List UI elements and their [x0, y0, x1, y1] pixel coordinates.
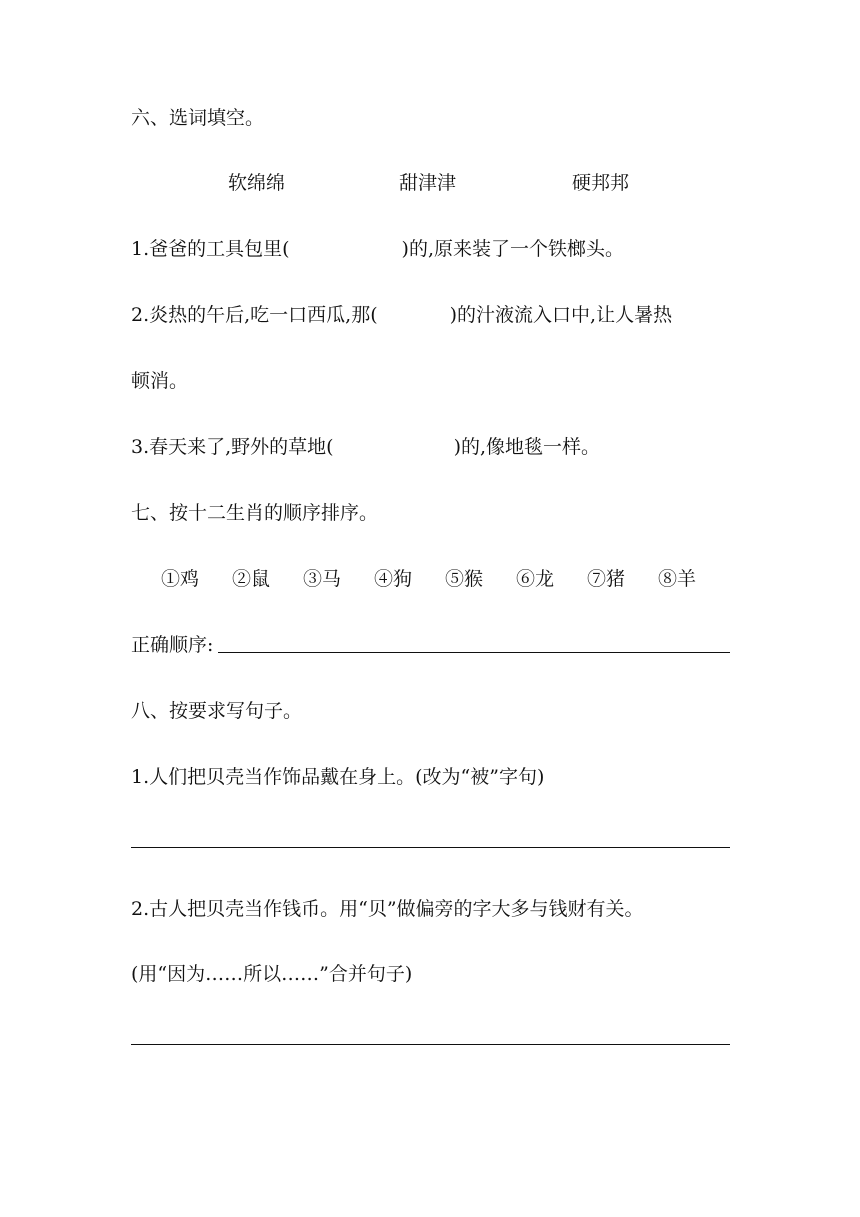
question-6-1-before: 1.爸爸的工具包里(	[131, 238, 290, 260]
question-6-1	[131, 236, 624, 262]
zodiac-item: ③马	[303, 568, 342, 590]
zodiac-item: ②鼠	[232, 568, 271, 590]
question-6-3	[131, 434, 600, 460]
answer-line-8-2[interactable]	[131, 1044, 730, 1045]
question-8-2-line-1: 2.古人把贝壳当作钱币。用“贝”做偏旁的字大多与钱财有关。	[131, 898, 644, 920]
zodiac-item: ④狗	[374, 568, 413, 590]
zodiac-item: ⑤猴	[445, 568, 484, 590]
answer-label: 正确顺序:	[131, 634, 214, 656]
zodiac-item: ⑧羊	[658, 568, 697, 590]
zodiac-item: ①鸡	[161, 568, 200, 590]
answer-line-8-1[interactable]	[131, 847, 730, 848]
question-6-2	[131, 302, 672, 328]
question-6-3-after: )的,像地毯一样。	[453, 436, 601, 458]
section-6-title: 六、选词填空。	[131, 107, 265, 129]
question-8-2-line-2: (用“因为……所以……”合并句子)	[131, 963, 413, 985]
zodiac-item: ⑥龙	[516, 568, 555, 590]
question-6-3-before: 3.春天来了,野外的草地(	[131, 436, 334, 458]
question-6-2-after: )的汁液流入口中,让人暑热	[449, 304, 673, 326]
answer-line[interactable]	[218, 652, 730, 653]
zodiac-item: ⑦猪	[587, 568, 626, 590]
word-option-3: 硬邦邦	[572, 172, 630, 194]
question-6-1-after: )的,原来装了一个铁榔头。	[401, 238, 624, 260]
section-8-title: 八、按要求写句子。	[131, 700, 303, 722]
word-option-2: 甜津津	[399, 172, 457, 194]
question-6-2-before: 2.炎热的午后,吃一口西瓜,那(	[131, 304, 378, 326]
question-6-2-continuation: 顿消。	[131, 370, 189, 392]
section-7-title: 七、按十二生肖的顺序排序。	[131, 502, 379, 524]
word-option-1: 软绵绵	[228, 172, 286, 194]
question-8-1: 1.人们把贝壳当作饰品戴在身上。(改为“被”字句)	[131, 766, 545, 788]
